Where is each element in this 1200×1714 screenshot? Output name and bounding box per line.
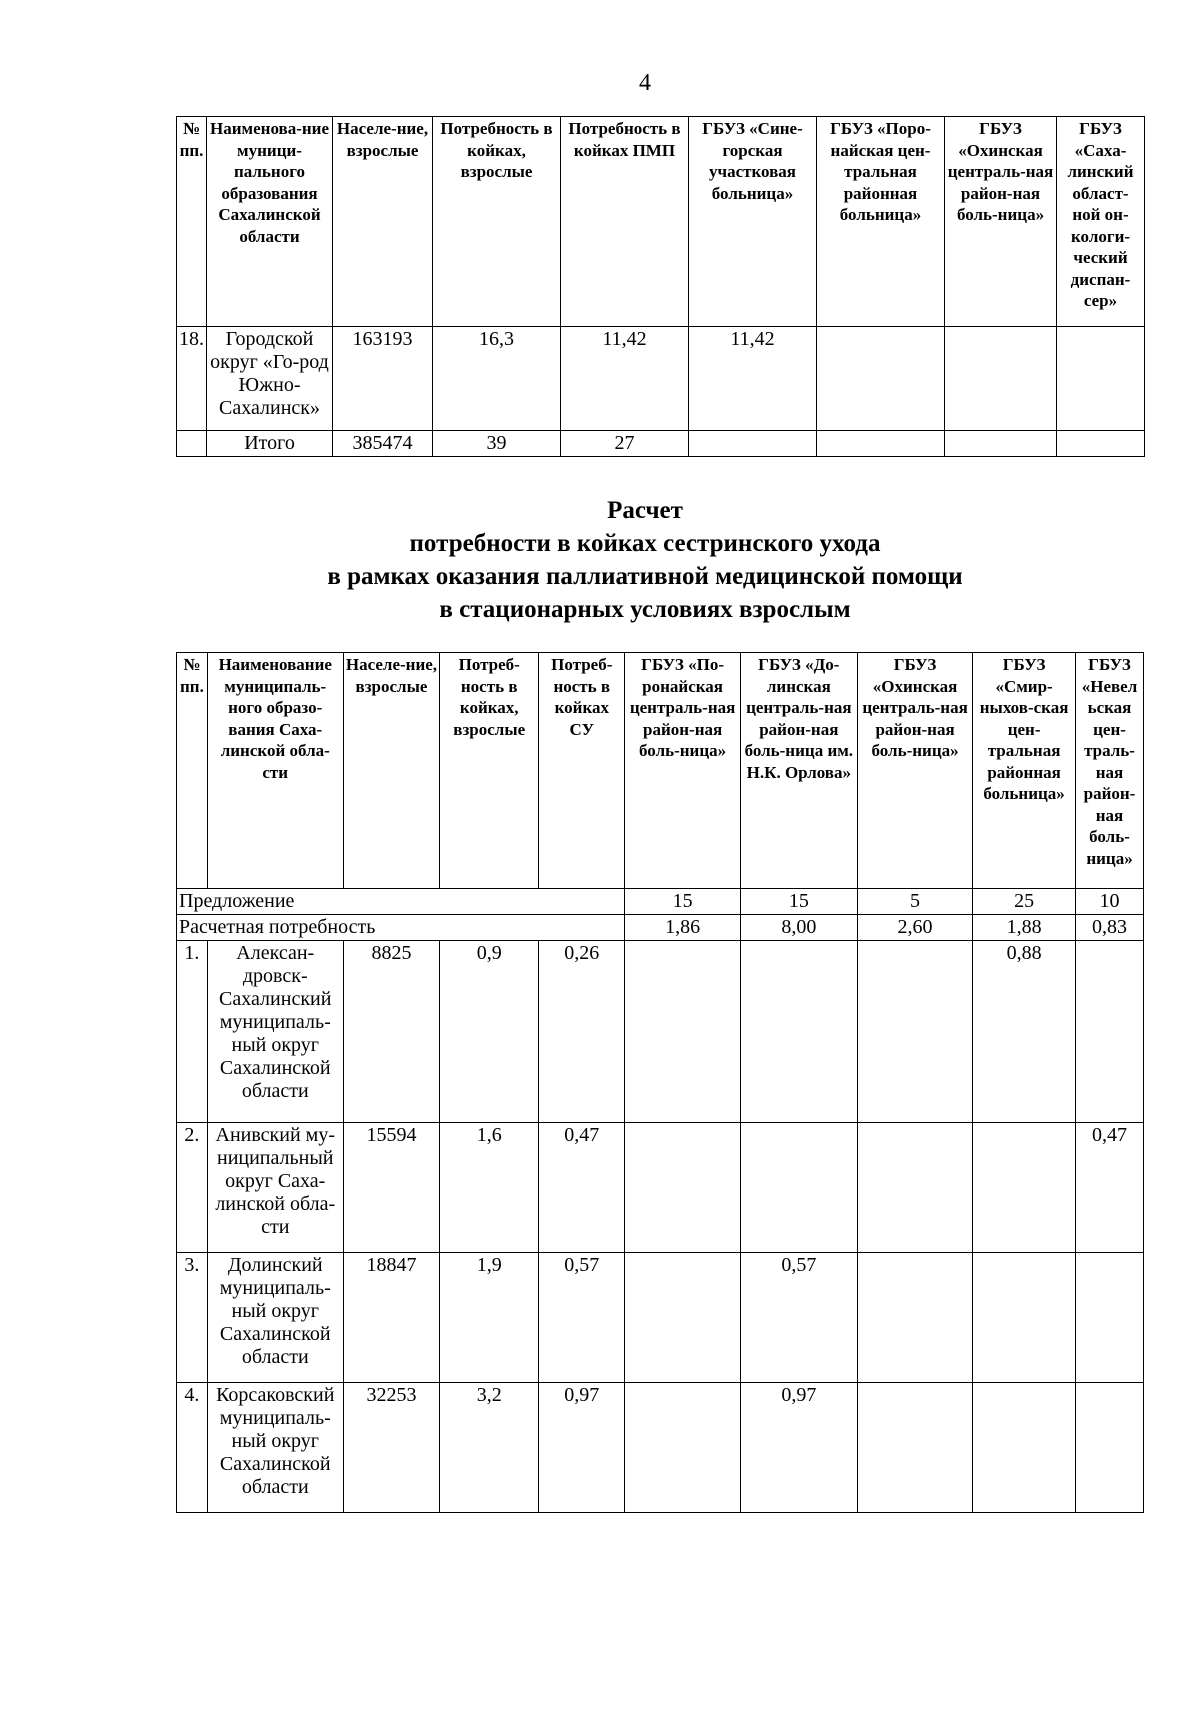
header-hospital-okha: ГБУЗ «Охинская централь-ная район-ная боль-ница» <box>945 117 1057 327</box>
title-line-2: потребности в койках сестринского ухода <box>409 530 881 557</box>
total-c3 <box>945 431 1057 457</box>
row-c4 <box>973 1383 1076 1513</box>
row-pmp-need: 11,42 <box>561 327 689 431</box>
header-hospital-okha: ГБУЗ «Охинская централь-ная район-ная боль-ница» <box>857 653 972 889</box>
offer-value: 25 <box>973 889 1076 915</box>
title-line-4: в стационарных условиях взрослым <box>439 596 851 623</box>
header-hospital-poronaysk: ГБУЗ «По-ронайская централь-ная район-ная боль-ница» <box>625 653 740 889</box>
row-population: 32253 <box>343 1383 440 1513</box>
row-population: 18847 <box>343 1253 440 1383</box>
header-oncology-dispensary: ГБУЗ «Саха-линский област-ной он-кологи-ческий диспан-сер» <box>1057 117 1145 327</box>
section-title <box>0 494 1200 626</box>
calc-value: 8,00 <box>740 915 857 941</box>
header-hospital-smirnykh: ГБУЗ «Смир-ныхов-ская цен-тральная районная больница» <box>973 653 1076 889</box>
header-hospital-dolinsk: ГБУЗ «До-линская централь-ная район-ная боль-ница им. Н.К. Орлова» <box>740 653 857 889</box>
row-num: 3. <box>177 1253 208 1383</box>
offer-value: 15 <box>740 889 857 915</box>
total-c2 <box>817 431 945 457</box>
table-row <box>177 1123 1144 1253</box>
row-bed-need: 0,9 <box>440 941 539 1123</box>
row-su-need: 0,47 <box>539 1123 625 1253</box>
row-population: 8825 <box>343 941 440 1123</box>
header-municipality: Наименова-ние муници-пального образования Сахалинской области <box>207 117 333 327</box>
row-num: 2. <box>177 1123 208 1253</box>
row-c1 <box>625 1383 740 1513</box>
offer-row <box>177 889 1144 915</box>
calc-value: 1,86 <box>625 915 740 941</box>
table-row-total <box>177 431 1145 457</box>
row-num: 18. <box>177 327 207 431</box>
total-pmp-need: 27 <box>561 431 689 457</box>
offer-value: 15 <box>625 889 740 915</box>
header-bed-need: Потреб-ность в койках, взрослые <box>440 653 539 889</box>
header-municipality: Наименование муниципаль-ного образо-вания Саха-линской обла-сти <box>207 653 343 889</box>
nursing-care-table <box>176 652 1144 1513</box>
header-num: № пп. <box>177 117 207 327</box>
row-c2: 0,57 <box>740 1253 857 1383</box>
offer-label: Предложение <box>177 889 625 915</box>
offer-value: 5 <box>857 889 972 915</box>
row-num: 4. <box>177 1383 208 1513</box>
row-c4 <box>973 1253 1076 1383</box>
total-c4 <box>1057 431 1145 457</box>
row-hospital-poronaysk <box>817 327 945 431</box>
calc-label: Расчетная потребность <box>177 915 625 941</box>
header-bed-need: Потребность в койках, взрослые <box>433 117 561 327</box>
header-hospital-sinegorsk: ГБУЗ «Сине-горская участковая больница» <box>689 117 817 327</box>
header-num: № пп. <box>177 653 208 889</box>
row-c1 <box>625 1253 740 1383</box>
row-municipality: Корсаковский муниципаль-ный округ Сахалинской области <box>207 1383 343 1513</box>
row-hospital-okha <box>945 327 1057 431</box>
header-su-need: Потреб-ность в койках СУ <box>539 653 625 889</box>
row-su-need: 0,26 <box>539 941 625 1123</box>
table-row <box>177 941 1144 1123</box>
header-population: Населе-ние, взрослые <box>343 653 440 889</box>
calc-row <box>177 915 1144 941</box>
row-su-need: 0,97 <box>539 1383 625 1513</box>
row-municipality: Городской округ «Го-род Южно-Сахалинск» <box>207 327 333 431</box>
row-num: 1. <box>177 941 208 1123</box>
row-municipality: Анивский му-ниципальный округ Саха-линской обла-сти <box>207 1123 343 1253</box>
row-c3 <box>857 1383 972 1513</box>
row-c4: 0,88 <box>973 941 1076 1123</box>
row-c2 <box>740 1123 857 1253</box>
total-population: 385474 <box>333 431 433 457</box>
row-population: 163193 <box>333 327 433 431</box>
row-municipality: Долинский муниципаль-ный округ Сахалинской области <box>207 1253 343 1383</box>
total-c1 <box>689 431 817 457</box>
beds-pmp-table <box>176 116 1145 457</box>
row-c1 <box>625 941 740 1123</box>
row-su-need: 0,57 <box>539 1253 625 1383</box>
page-number: 4 <box>639 70 651 96</box>
table-row <box>177 1253 1144 1383</box>
table-row <box>177 1383 1144 1513</box>
row-bed-need: 1,9 <box>440 1253 539 1383</box>
row-hospital-sinegorsk: 11,42 <box>689 327 817 431</box>
total-num <box>177 431 207 457</box>
total-label: Итого <box>207 431 333 457</box>
calc-value: 0,83 <box>1076 915 1144 941</box>
row-c5: 0,47 <box>1076 1123 1144 1253</box>
row-bed-need: 3,2 <box>440 1383 539 1513</box>
offer-value: 10 <box>1076 889 1144 915</box>
row-bed-need: 16,3 <box>433 327 561 431</box>
calc-value: 2,60 <box>857 915 972 941</box>
row-c5 <box>1076 1383 1144 1513</box>
row-c3 <box>857 941 972 1123</box>
row-population: 15594 <box>343 1123 440 1253</box>
table-row <box>177 327 1145 431</box>
row-c4 <box>973 1123 1076 1253</box>
row-oncology-dispensary <box>1057 327 1145 431</box>
row-municipality: Алексан-дровск-Сахалинский муниципаль-ный округ Сахалинской области <box>207 941 343 1123</box>
row-c2: 0,97 <box>740 1383 857 1513</box>
row-c1 <box>625 1123 740 1253</box>
row-c3 <box>857 1123 972 1253</box>
title-line-3: в рамках оказания паллиативной медицинской помощи <box>327 563 963 590</box>
title-line-1: Расчет <box>607 497 683 524</box>
header-population: Населе-ние, взрослые <box>333 117 433 327</box>
calc-value: 1,88 <box>973 915 1076 941</box>
row-c5 <box>1076 941 1144 1123</box>
row-c5 <box>1076 1253 1144 1383</box>
header-pmp-need: Потребность в койках ПМП <box>561 117 689 327</box>
row-c3 <box>857 1253 972 1383</box>
row-c2 <box>740 941 857 1123</box>
header-hospital-poronaysk: ГБУЗ «Поро-найская цен-тральная районная больница» <box>817 117 945 327</box>
row-bed-need: 1,6 <box>440 1123 539 1253</box>
header-hospital-nevelsk: ГБУЗ «Невел ьская цен-траль-ная район-ная боль-ница» <box>1076 653 1144 889</box>
total-bed-need: 39 <box>433 431 561 457</box>
